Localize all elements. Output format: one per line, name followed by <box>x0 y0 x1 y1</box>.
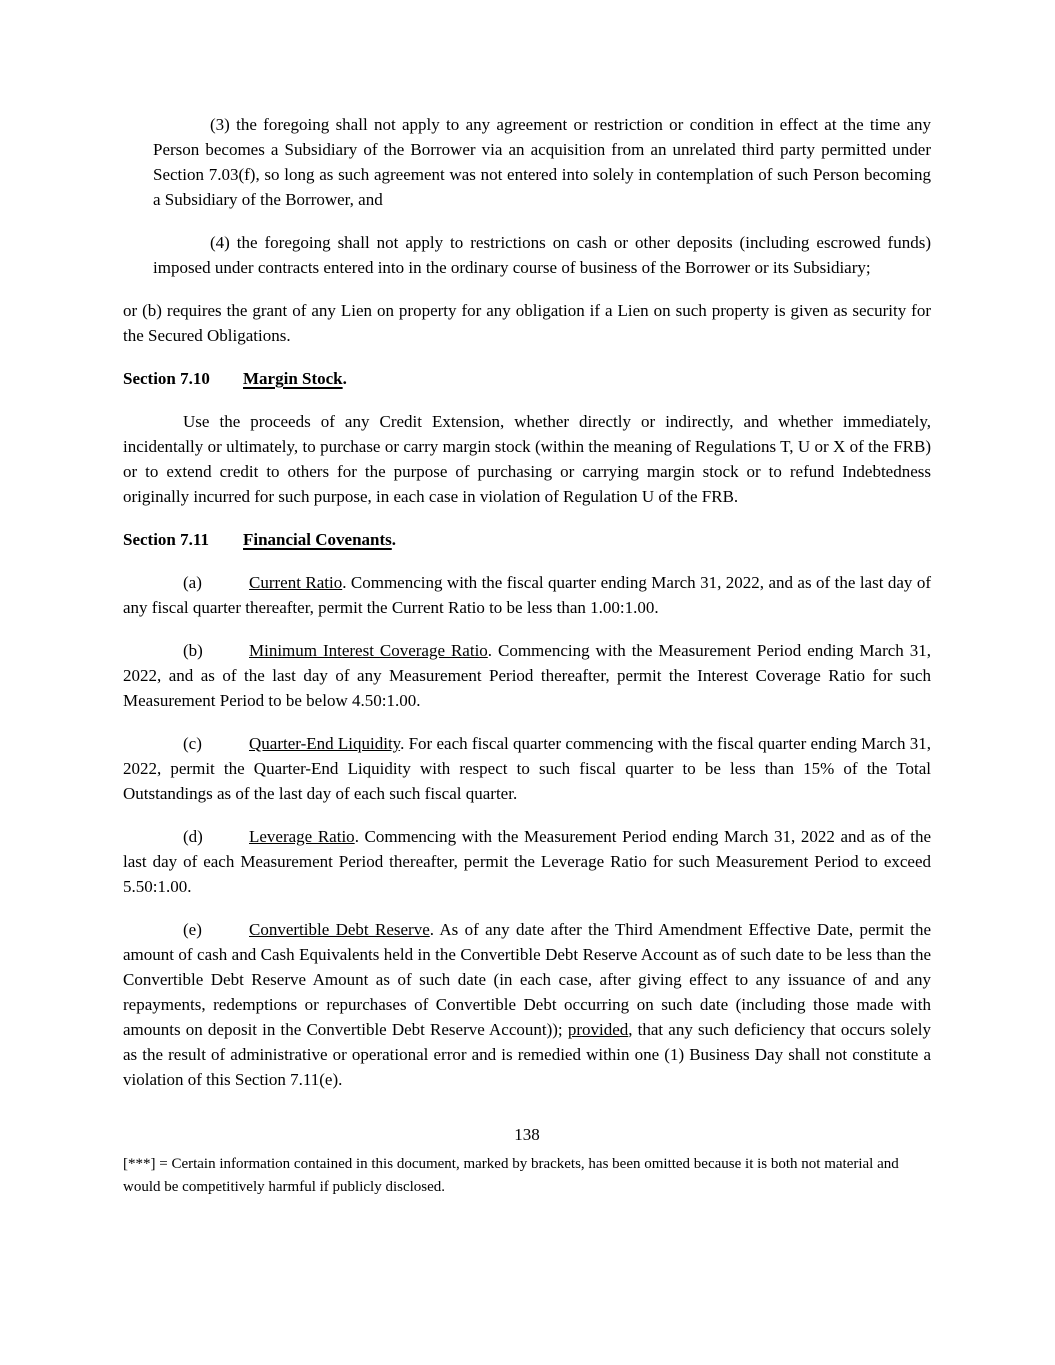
covenant-d-title: Leverage Ratio <box>249 827 355 846</box>
confidentiality-footnote: [***] = Certain information contained in this document, marked by brackets, has been omitted because it is both not material and would be competitively harmful if publicly disclosed. <box>123 1156 899 1195</box>
page-footer <box>123 1122 931 1199</box>
clause-4-paragraph: (4) the foregoing shall not apply to restrictions on cash or other deposits (including escrowed funds) imposed under contracts entered into in the ordinary course of business of the Borrower or its Subsidiary; <box>153 233 931 277</box>
covenant-e-letter: (e) <box>183 920 202 939</box>
covenant-e-paragraph <box>123 917 931 1092</box>
covenant-b-title: Minimum Interest Coverage Ratio <box>249 641 488 660</box>
covenant-c-text: . For each fiscal quarter commencing with the fiscal quarter ending March 31, 2022, permit the Quarter-End Liquidity with respect to such fiscal quarter to be less than 15% of the Total Outstandings as of the last day of each such fiscal quarter. <box>123 734 931 803</box>
covenant-d-letter: (d) <box>183 827 203 846</box>
page-number: 138 <box>514 1125 540 1144</box>
section-7-10-number: Section 7.10 <box>123 369 210 388</box>
covenant-c-title: Quarter-End Liquidity <box>249 734 401 753</box>
covenant-d-paragraph <box>123 824 931 899</box>
clause-3-paragraph: (3) the foregoing shall not apply to any agreement or restriction or condition in effect at the time any Person becomes a Subsidiary of the Borrower via an acquisition from an unrelated third party permitted under Section 7.03(f), so long as such agreement was not entered into solely in contemplation of such Person becoming a Subsidiary of the Borrower, and <box>153 115 931 209</box>
covenant-b-paragraph <box>123 638 931 713</box>
covenant-e-provided-term: provided <box>567 1020 629 1039</box>
section-7-10-heading <box>123 366 931 391</box>
covenant-a-letter: (a) <box>183 573 202 592</box>
covenant-c-paragraph <box>123 731 931 806</box>
or-b-paragraph: or (b) requires the grant of any Lien on property for any obligation if a Lien on such property is given as security for the Secured Obligations. <box>123 301 931 345</box>
covenant-e-title: Convertible Debt Reserve <box>249 920 430 939</box>
covenant-e-text-before-provided: . As of any date after the Third Amendment Effective Date, permit the amount of cash and Cash Equivalents held in the Convertible Debt Reserve Account as of such date to be less than the Convertible Debt Reserve Amount as of such date (in each case, after giving effect to any issuance of and any repayments, redemptions or repurchases of Convertible Debt occurring on such date (including those made with amounts on deposit in the Convertible Debt Reserve Account)); <box>123 920 931 1039</box>
section-7-11-title: Financial Covenants <box>243 530 392 549</box>
covenant-b-letter: (b) <box>183 641 203 660</box>
section-7-10-title: Margin Stock <box>243 369 343 388</box>
covenant-a-paragraph <box>123 570 931 620</box>
covenant-d-text: . Commencing with the Measurement Period ending March 31, 2022 and as of the last day of each Measurement Period thereafter, permit the Leverage Ratio for such Measurement Period to exceed 5.50:1.00. <box>123 827 931 896</box>
covenant-e-text-after-provided: , that any such deficiency that occurs solely as the result of administrative or operational error and is remedied within one (1) Business Day shall not constitute a violation of this Section 7.11(e). <box>123 1020 931 1089</box>
margin-stock-paragraph: Use the proceeds of any Credit Extension, whether directly or indirectly, and whether immediately, incidentally or ultimately, to purchase or carry margin stock (within the meaning of Regulations T, U or X of the FRB) or to extend credit to others for the purpose of purchasing or carrying margin stock or to refund Indebtedness originally incurred for such purpose, in each case in violation of Regulation U of the FRB. <box>123 412 931 506</box>
covenant-a-title: Current Ratio <box>249 573 343 592</box>
covenant-a-text: . Commencing with the fiscal quarter ending March 31, 2022, and as of the last day of any fiscal quarter thereafter, permit the Current Ratio to be less than 1.00:1.00. <box>123 573 931 617</box>
section-7-10-suffix: . <box>342 369 347 388</box>
section-7-11-number: Section 7.11 <box>123 530 209 549</box>
covenant-c-letter: (c) <box>183 734 202 753</box>
section-7-11-suffix: . <box>391 530 397 549</box>
section-7-11-heading <box>123 527 931 552</box>
covenant-b-text: . Commencing with the Measurement Period ending March 31, 2022, and as of the last day of any Measurement Period thereafter, permit the Interest Coverage Ratio for such Measurement Period to be below 4.50:1.00. <box>123 641 931 710</box>
